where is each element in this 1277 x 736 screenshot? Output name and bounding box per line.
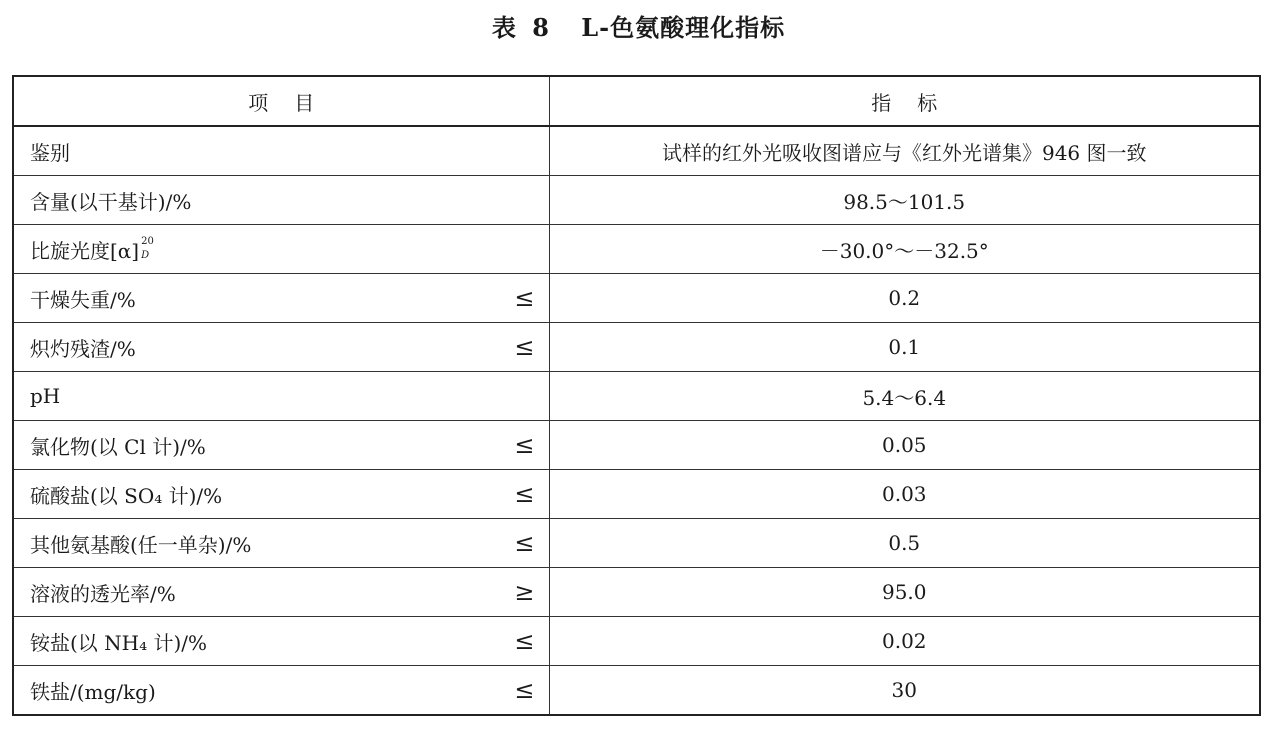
row-item-label: 炽灼残渣/% xyxy=(30,336,136,361)
table-row xyxy=(13,274,1260,323)
row-item-cell xyxy=(13,126,549,176)
row-value: 0.5 xyxy=(549,519,1260,568)
row-item-label: 铵盐(以 NH₄ 计)/% xyxy=(30,630,208,655)
table-title-prefix: 表 xyxy=(491,13,517,42)
row-value: 0.1 xyxy=(549,323,1260,372)
row-value: 30 xyxy=(549,666,1260,716)
row-item-cell xyxy=(13,421,549,470)
row-item-cell xyxy=(13,568,549,617)
row-item-label: 含量(以干基计)/% xyxy=(30,189,192,214)
row-operator: ≤ xyxy=(514,676,535,704)
table-row xyxy=(13,568,1260,617)
row-item-cell xyxy=(13,225,549,274)
row-item-cell xyxy=(13,470,549,519)
table-row xyxy=(13,470,1260,519)
header-row xyxy=(13,76,1260,126)
row-item-label: 铁盐/(mg/kg) xyxy=(30,679,156,704)
row-item-label: 比旋光度[α] xyxy=(30,238,140,263)
row-value: 5.4～6.4 xyxy=(549,372,1260,421)
table-title xyxy=(0,8,1277,43)
header-item: 项目 xyxy=(13,76,549,126)
row-item-cell xyxy=(13,323,549,372)
row-item-cell xyxy=(13,617,549,666)
row-value: 0.05 xyxy=(549,421,1260,470)
row-item-label: 硫酸盐(以 SO₄ 计)/% xyxy=(30,483,223,508)
row-item-cell xyxy=(13,176,549,225)
row-operator: ≥ xyxy=(514,578,535,606)
row-item-label: 氯化物(以 Cl 计)/% xyxy=(30,434,206,459)
row-operator: ≤ xyxy=(514,627,535,655)
table-row xyxy=(13,372,1260,421)
row-item-label: 鉴别 xyxy=(30,140,70,165)
row-value: 98.5～101.5 xyxy=(549,176,1260,225)
table-row xyxy=(13,176,1260,225)
row-operator: ≤ xyxy=(514,284,535,312)
row-item-label: 干燥失重/% xyxy=(30,287,136,312)
row-item-label: 溶液的透光率/% xyxy=(30,581,176,606)
row-value: 95.0 xyxy=(549,568,1260,617)
header-spec: 指标 xyxy=(549,76,1260,126)
row-item-cell xyxy=(13,274,549,323)
table-row xyxy=(13,421,1260,470)
spec-table xyxy=(12,75,1261,716)
row-operator: ≤ xyxy=(514,529,535,557)
row-item-supsub xyxy=(139,236,155,262)
row-operator: ≤ xyxy=(514,431,535,459)
subscript: D xyxy=(141,250,150,261)
row-value: 0.03 xyxy=(549,470,1260,519)
row-item-cell xyxy=(13,372,549,421)
row-item-label: pH xyxy=(30,384,61,408)
row-operator: ≤ xyxy=(514,333,535,361)
superscript: 20 xyxy=(141,236,154,247)
table-title-text: L-色氨酸理化指标 xyxy=(581,13,786,42)
table-row xyxy=(13,519,1260,568)
table-row xyxy=(13,617,1260,666)
row-value: －30.0°～－32.5° xyxy=(549,225,1260,274)
table-row xyxy=(13,323,1260,372)
row-value: 0.02 xyxy=(549,617,1260,666)
table-row xyxy=(13,126,1260,176)
table-row xyxy=(13,666,1260,716)
row-item-cell xyxy=(13,666,549,716)
row-operator: ≤ xyxy=(514,480,535,508)
table-row xyxy=(13,225,1260,274)
table-title-number: 8 xyxy=(532,13,550,42)
row-value: 0.2 xyxy=(549,274,1260,323)
row-item-label: 其他氨基酸(任一单杂)/% xyxy=(30,532,252,557)
row-item-cell xyxy=(13,519,549,568)
row-value: 试样的红外光吸收图谱应与《红外光谱集》946 图一致 xyxy=(549,126,1260,176)
